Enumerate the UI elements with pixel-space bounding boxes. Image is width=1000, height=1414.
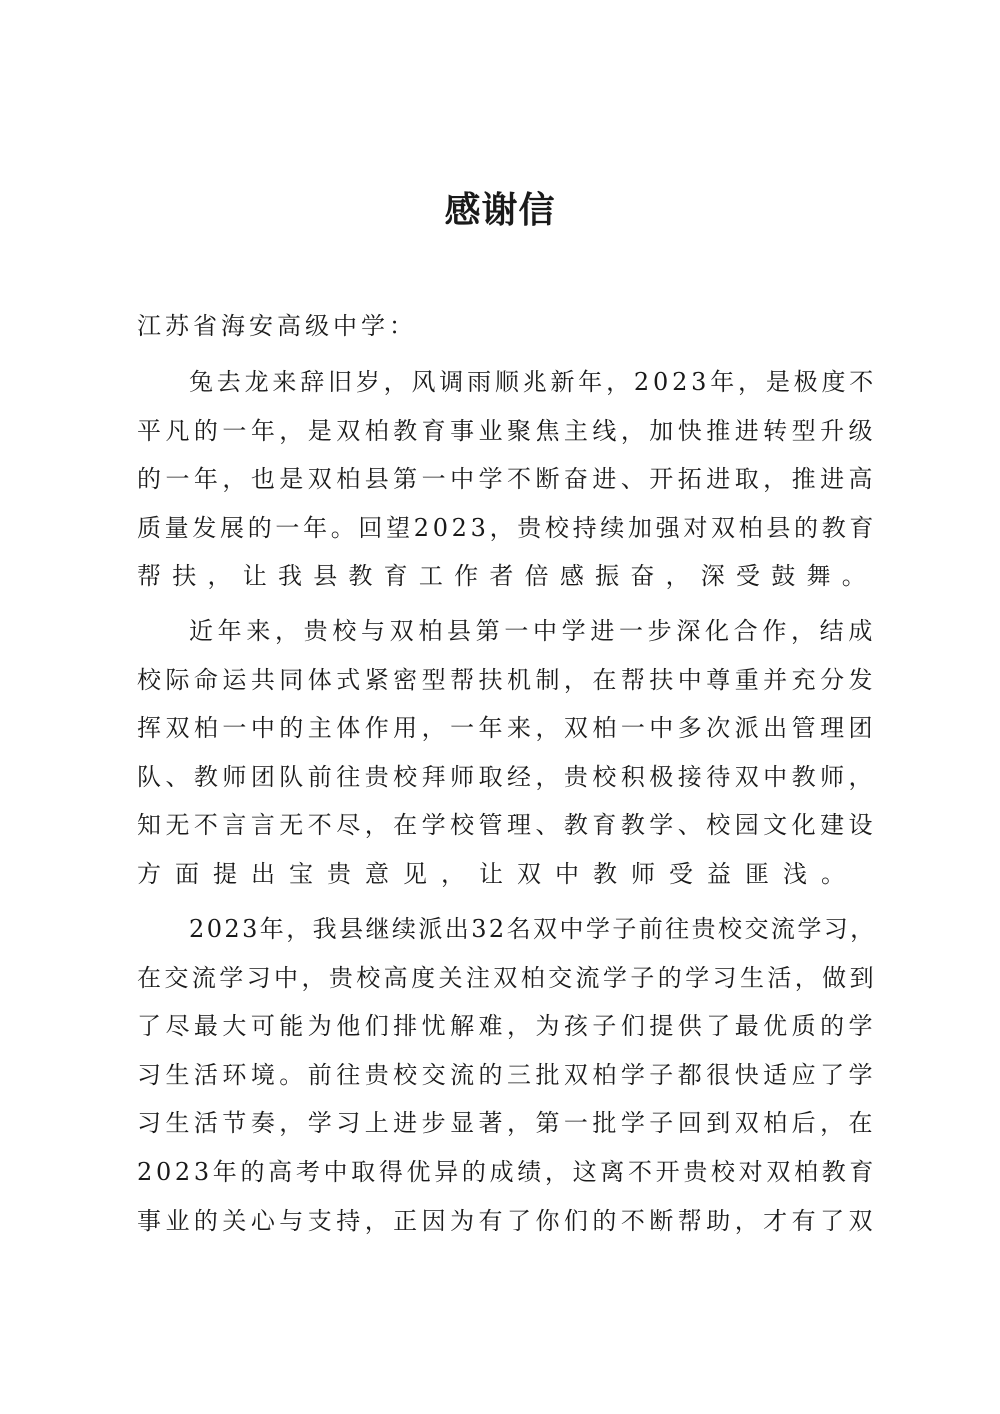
paragraph-line: 2023年的高考中取得优异的成绩，这离不开贵校对双柏教育 [137,1157,878,1186]
paragraph-3 [137,905,877,1245]
paragraph-line: 方面提出宝贵意见，让双中教师受益匪浅。 [137,859,859,888]
paragraph-line: 校际命运共同体式紧密型帮扶机制，在帮扶中尊重并充分发 [137,665,877,694]
letter-title: 感谢信 [444,189,556,231]
paragraph-2 [137,607,877,899]
paragraph-line: 了尽最大可能为他们排忧解难，为孩子们提供了最优质的学 [137,1012,877,1041]
paragraph-line: 近年来，贵校与双柏县第一中学进一步深化合作，结成 [189,617,877,645]
paragraph-1 [137,358,877,601]
paragraph-line: 习生活环境。前往贵校交流的三批双柏学子都很快适应了学 [137,1060,877,1089]
paragraph-line: 事业的关心与支持，正因为有了你们的不断帮助，才有了双 [137,1206,877,1235]
letter-salutation: 江苏省海安高级中学： [137,312,417,340]
paragraph-line: 队、教师团队前往贵校拜师取经，贵校积极接待双中教师， [137,762,877,791]
paragraph-line: 的一年，也是双柏县第一中学不断奋进、开拓进取，推进高 [137,465,877,494]
paragraph-line: 2023年，我县继续派出32名双中学子前往贵校交流学习， [189,915,877,943]
paragraph-line: 平凡的一年，是双柏教育事业聚焦主线，加快推进转型升级 [137,416,877,445]
paragraph-line: 质量发展的一年。回望2023，贵校持续加强对双柏县的教育 [137,513,878,542]
paragraph-line: 习生活节奏，学习上进步显著，第一批学子回到双柏后，在 [137,1109,877,1138]
paragraph-line: 帮扶，让我县教育工作者倍感振奋，深受鼓舞。 [137,562,877,591]
paragraph-line: 兔去龙来辞旧岁，风调雨顺兆新年，2023年，是极度不 [189,368,878,396]
paragraph-line: 挥双柏一中的主体作用，一年来，双柏一中多次派出管理团 [137,714,877,743]
paragraph-line: 知无不言言无不尽，在学校管理、教育教学、校园文化建设 [137,811,877,840]
paragraph-line: 在交流学习中，贵校高度关注双柏交流学子的学习生活，做到 [137,963,877,992]
